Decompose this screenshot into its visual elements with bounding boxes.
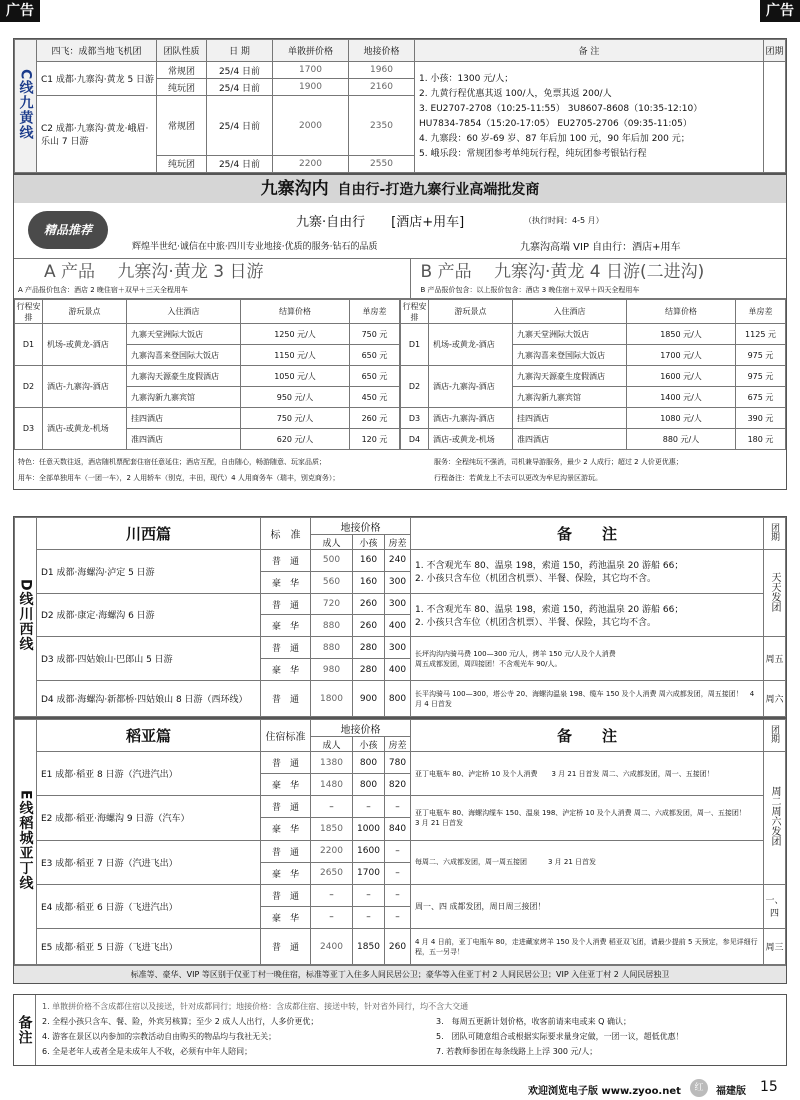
remark-line: 6. 全是老年人或者全是未成年人不收，必须有中年人陪同； (42, 1047, 253, 1056)
d-note: 2. 小孩只含车位（机团含机票）、半餐、保险，其它均不含。 (415, 574, 656, 585)
d-remark-head: 备 注 (411, 518, 764, 550)
e-route: E3 成都·稻亚 7 日游（汽进飞出） (37, 840, 261, 884)
d-level: 豪 华 (261, 571, 311, 593)
e-note: 每周二、六成都发团，周一周五接团 3 月 21 日首发 (411, 840, 764, 884)
e-adult: – (311, 796, 353, 818)
d-price-head: 地接价格 (311, 518, 411, 535)
c-price: 2200 (273, 155, 349, 172)
e-remark-head: 备 注 (411, 720, 764, 752)
c-notes (415, 62, 764, 173)
d-note: 1. 不含观光车 80、温泉 198，索道 150，药池温泉 20 游船 66； (415, 604, 684, 615)
jzg-feat1r: 服务：全程纯玩不强消，司机兼导游服务，最少 2 人成行；超过 2 人价更优惠； (434, 458, 683, 466)
section-d-side-label: D线川西线 (17, 579, 34, 652)
e-adult: 1480 (311, 774, 353, 796)
e-std: 住宿标准 (261, 720, 311, 752)
section-e-side-label: E线稻城亚丁线 (17, 790, 34, 891)
d-adult: 720 (311, 593, 353, 615)
d-room: 800 (385, 681, 411, 717)
e-level: 豪 华 (261, 774, 311, 796)
footer-welcome: 欢迎浏览电子版 www.zyoo.net (528, 1086, 681, 1097)
a-spot: 酒店-九寨沟-酒店 (43, 366, 127, 408)
remark-line: 1. 单散拼价格不含成都住宿以及接送，针对成都同行；地接价格：含成都住宿、接送中转，针对省外同行，均不含大交通 (42, 1002, 469, 1011)
b-diff: 975 元 (736, 345, 786, 366)
section-d (13, 516, 787, 718)
e-level: 豪 华 (261, 862, 311, 884)
jzg-title-text: 九寨·自由行 (296, 215, 366, 230)
a-price: 950 元/人 (241, 387, 350, 408)
e-room: – (385, 862, 411, 884)
c-date: 25/4 日前 (207, 96, 273, 156)
e-adult: – (311, 906, 353, 928)
b-hotel: 九寨沟新九寨宾馆 (513, 387, 627, 408)
a-price: 1250 元/人 (241, 324, 350, 345)
d-level: 普 通 (261, 593, 311, 615)
e-child: 1700 (353, 862, 385, 884)
e-child: – (353, 884, 385, 906)
remark-line: 3. 每周五更新计划价格，收客前请来电或来 Q 确认； (436, 1017, 632, 1026)
b-spot: 机场-或黄龙-酒店 (429, 324, 513, 366)
c-note: 4. 九寨段：60 岁-69 岁、87 年后加 100 元，90 年后加 200 元； (419, 134, 690, 144)
d-note: 1. 不含观光车 80、温泉 198，索道 150，药池温泉 20 游船 66； (415, 561, 684, 572)
c-local: 2350 (349, 96, 415, 156)
a-hotel: 九寨沟喜来登国际大饭店 (127, 345, 241, 366)
e-level: 豪 华 (261, 906, 311, 928)
b-price: 880 元/人 (627, 429, 736, 450)
b-day: D2 (401, 366, 429, 408)
a-hotel: 九寨天堂洲际大饭店 (127, 324, 241, 345)
e-period-1: 周二周六发团 (769, 786, 780, 847)
a-col: 行程安排 (16, 301, 41, 322)
e-period-3: 周三 (764, 929, 786, 965)
e-level: 普 通 (261, 840, 311, 862)
b-col: 入住酒店 (513, 300, 627, 324)
d-child-head: 小孩 (353, 535, 385, 550)
c-note: HU7834-7854（15:20-17:05） EU2705-2706（09:35-11:05） (419, 119, 692, 129)
e-note: 4 月 4 日前，亚丁电瓶车 80，走进藏家烤羊 150 及个人消费 稻亚双飞团，请最少提前 5 天预定，参见详细行程，五一另寻！ (411, 929, 764, 965)
e-route: E5 成都·稻亚 5 日游（飞进飞出） (37, 929, 261, 965)
a-col: 单房差 (350, 300, 400, 324)
d-period-3: 周六 (764, 681, 786, 717)
remark-line: 5. 团队可随意组合或根据实际要求量身定做，一团一议，超低优惠！ (436, 1032, 684, 1041)
e-room: – (385, 840, 411, 862)
jzg-banner-sub: 自由行-打造九寨行业高端批发商 (337, 182, 540, 198)
e-child: 800 (353, 752, 385, 774)
d-child: 280 (353, 659, 385, 681)
d-route: D1 成都·海螺沟·泸定 5 日游 (37, 550, 261, 594)
e-period-1-cell (764, 752, 786, 885)
d-room: 400 (385, 659, 411, 681)
c-date: 25/4 日前 (207, 62, 273, 79)
e-room-head: 房差 (385, 737, 411, 752)
e-level: 普 通 (261, 752, 311, 774)
e-adult: 2650 (311, 862, 353, 884)
b-hotel: 九寨天堂洲际大饭店 (513, 324, 627, 345)
e-room: 260 (385, 929, 411, 965)
d-adult-head: 成人 (311, 535, 353, 550)
d-period-head-cell (764, 518, 786, 550)
a-hotel: 九寨沟天源豪生度假酒店 (127, 366, 241, 387)
c-type: 常规团 (157, 96, 207, 156)
d-route: D2 成都·康定·海螺沟 6 日游 (37, 593, 261, 637)
e-adult: 1850 (311, 818, 353, 840)
b-price: 1400 元/人 (627, 387, 736, 408)
e-child: – (353, 906, 385, 928)
e-note: 亚丁电瓶车 80、泸定桥 10 及个人消费 3 月 21 日首发 周二、六成都发团，周一、五接团！ (411, 752, 764, 796)
c-type: 常规团 (157, 62, 207, 79)
a-price: 1050 元/人 (241, 366, 350, 387)
jzg-features (14, 454, 786, 486)
b-spot: 酒店-或黄龙-机场 (429, 429, 513, 450)
b-diff: 1125 元 (736, 324, 786, 345)
b-diff: 675 元 (736, 387, 786, 408)
c-route-1: C1 成都·九寨沟·黄龙 5 日游 (37, 62, 157, 96)
a-day: D2 (15, 366, 43, 408)
c-local: 2550 (349, 155, 415, 172)
jzg-feat1: 特色：任意天数往返，酒店随机票配套住宿任意延住；酒店互配，自由随心，畅游随意、玩家品质； (18, 458, 326, 466)
d-note: 长坪沟沟内骑马费 100—300 元/人，烤羊 150 元/人及个人消费 (415, 649, 616, 658)
c-price: 2000 (273, 96, 349, 156)
d-note: 2. 小孩只含车位（机团含机票）、半餐、保险，其它均不含。 (415, 617, 656, 628)
a-diff: 750 元 (350, 324, 400, 345)
e-side-cell (15, 720, 37, 965)
ad-label-left: 广告 (0, 0, 40, 22)
a-hotel: 九寨沟新九寨宾馆 (127, 387, 241, 408)
e-route: E2 成都·稻亚·海螺沟 9 日游（汽车） (37, 796, 261, 840)
c-note: 5. 峨乐段：常规团参考单纯玩行程，纯玩团参考银钻行程 (419, 149, 647, 159)
a-col: 入住酒店 (127, 300, 241, 324)
d-room: 300 (385, 593, 411, 615)
d-child: 900 (353, 681, 385, 717)
e-route: E4 成都·稻亚 6 日游（飞进汽出） (37, 884, 261, 928)
e-route: E1 成都·稻亚 8 日游（汽进汽出） (37, 752, 261, 796)
jzg-a-table (14, 299, 400, 450)
e-room: – (385, 906, 411, 928)
c-h-local: 地接价格 (349, 40, 415, 62)
d-note-2 (411, 593, 764, 637)
c-h-date: 日 期 (207, 40, 273, 62)
d-note: 长平沟骑马 100—300，塔公寺 20、海螺沟温泉 198、缆车 150 及个人消费 周六成都发团，周五接团！ 4 月 4 日首发 (411, 681, 764, 717)
d-adult: 880 (311, 637, 353, 659)
d-note-1 (411, 550, 764, 594)
a-diff: 260 元 (350, 408, 400, 429)
a-day: D1 (15, 324, 43, 366)
e-level: 普 通 (261, 929, 311, 965)
b-hotel: 准四酒店 (513, 429, 627, 450)
jzg-a-head (14, 259, 411, 298)
c-type: 纯玩团 (157, 79, 207, 96)
b-price: 1080 元/人 (627, 408, 736, 429)
e-adult-head: 成人 (311, 737, 353, 752)
d-title: 川西篇 (37, 518, 261, 550)
footer-logo-icon: 红 (690, 1079, 708, 1097)
b-price: 1850 元/人 (627, 324, 736, 345)
jzg-a-title: A 产品 九寨沟·黄龙 3 日游 (44, 262, 264, 282)
d-child: 260 (353, 615, 385, 637)
d-room-head: 房差 (385, 535, 411, 550)
d-room: 240 (385, 550, 411, 572)
d-child: 160 (353, 571, 385, 593)
remarks-side-label: 备注 (16, 1015, 33, 1045)
d-level: 豪 华 (261, 615, 311, 637)
c-h-period: 团期 (764, 40, 786, 62)
b-col: 行程安排 (402, 301, 427, 322)
b-day: D4 (401, 429, 429, 450)
remark-line: 4. 游客在景区以内参加的宗教活动自由购买的物品均与我社无关； (42, 1032, 277, 1041)
jzg-title-tag: [酒店+用车] (391, 215, 465, 230)
jzg-products (14, 259, 786, 299)
page-number: 15 (760, 1079, 778, 1095)
b-col: 单房差 (736, 300, 786, 324)
a-price: 1150 元/人 (241, 345, 350, 366)
jzg-intro (14, 203, 786, 259)
e-room: – (385, 796, 411, 818)
c-h-route: 四飞：成都当地飞机团 (37, 40, 157, 62)
c-date: 25/4 日前 (207, 155, 273, 172)
e-room: 840 (385, 818, 411, 840)
section-jzg (13, 174, 787, 490)
b-day: D3 (401, 408, 429, 429)
section-c-side-label: C线九黄线 (17, 68, 34, 141)
jzg-banner-main: 九寨沟内 (260, 179, 329, 199)
e-level: 普 通 (261, 796, 311, 818)
remark-line: 7. 若教师参团在每条线路上上浮 300 元/人； (436, 1047, 598, 1056)
e-child: – (353, 796, 385, 818)
d-level: 普 通 (261, 681, 311, 717)
b-day: D1 (401, 324, 429, 366)
d-adult: 560 (311, 571, 353, 593)
c-route-2: C2 成都·九寨沟·黄龙·峨眉·乐山 7 日游 (37, 96, 157, 173)
c-period (764, 62, 786, 173)
d-route: D4 成都·海螺沟·新都桥·四姑娘山 8 日游（西环线） (37, 681, 261, 717)
e-period-2: 一、四 (764, 884, 786, 928)
e-period-head: 团期 (769, 725, 779, 743)
jzg-exec: （执行时间：4-5 月） (524, 216, 604, 225)
d-period-1: 天天发团 (769, 571, 780, 612)
jzg-slogan: 辉煌半世纪·诚信在中旅·四川专业地接·优质的服务·钻石的品质 (132, 242, 378, 252)
b-col: 游玩景点 (429, 300, 513, 324)
b-price: 1700 元/人 (627, 345, 736, 366)
e-child-head: 小孩 (353, 737, 385, 752)
jzg-b-head (411, 259, 787, 298)
a-diff: 450 元 (350, 387, 400, 408)
e-child: 1600 (353, 840, 385, 862)
e-child: 800 (353, 774, 385, 796)
d-level: 普 通 (261, 550, 311, 572)
d-std: 标 准 (261, 518, 311, 550)
e-adult: – (311, 884, 353, 906)
jzg-logo: 精品推荐 (28, 211, 108, 249)
b-diff: 390 元 (736, 408, 786, 429)
jzg-tables (14, 299, 786, 450)
d-level: 豪 华 (261, 659, 311, 681)
c-type: 纯玩团 (157, 155, 207, 172)
e-adult: 2200 (311, 840, 353, 862)
e-adult: 2400 (311, 929, 353, 965)
jzg-title (296, 211, 464, 230)
c-date: 25/4 日前 (207, 79, 273, 96)
d-note-3 (411, 637, 764, 681)
e-level: 豪 华 (261, 818, 311, 840)
b-hotel: 九寨沟天源豪生度假酒店 (513, 366, 627, 387)
remarks-side-cell (14, 995, 36, 1065)
a-diff: 120 元 (350, 429, 400, 450)
e-footer: 标准等、豪华、VIP 等区别于仅亚丁村一晚住宿，标准等亚丁入住多人间民居公卫；豪华等入住亚丁村 2 人间民居公卫；VIP 入住亚丁村 2 人间民居独卫 (14, 965, 786, 983)
a-diff: 650 元 (350, 366, 400, 387)
c-h-type: 团队性质 (157, 40, 207, 62)
jzg-vip: 九寨沟高端 VIP 自由行：酒店+用车 (520, 242, 681, 253)
c-price: 1700 (273, 62, 349, 79)
section-c (13, 38, 787, 174)
b-diff: 180 元 (736, 429, 786, 450)
jzg-feat2: 用车：全部单独用车（一团一车），2 人用轿车（别克，丰田，现代）4 人用商务车（瑞丰，别克商务）； (18, 474, 340, 482)
d-route: D3 成都·四姑娘山·巴郎山 5 日游 (37, 637, 261, 681)
remark-line: 2. 全程小孩只含车、餐、险，外宾另核算；至少 2 成人人出行，人多价更优； (42, 1017, 319, 1026)
b-col: 结算价格 (627, 300, 736, 324)
a-spot: 酒店-或黄龙-机场 (43, 408, 127, 450)
c-note: 1. 小孩：1300 元/人； (419, 74, 514, 84)
jzg-b-inc: B 产品报价包含：以上报价包含：酒店 3 晚住宿＋双早＋四天全程用车 (420, 286, 640, 294)
c-local: 2160 (349, 79, 415, 96)
b-spot: 酒店-九寨沟-酒店 (429, 408, 513, 429)
e-room: 820 (385, 774, 411, 796)
remarks-body (36, 995, 786, 1065)
d-adult: 500 (311, 550, 353, 572)
jzg-banner (14, 175, 786, 203)
d-adult: 980 (311, 659, 353, 681)
d-adult: 880 (311, 615, 353, 637)
remarks (13, 994, 787, 1066)
e-note: 亚丁电瓶车 80、海螺沟缆车 150、温泉 198、泸定桥 10 及个人消费 周二、六成都发团，周一、五接团！ 3 月 21 日首发 (411, 796, 764, 840)
e-adult: 1380 (311, 752, 353, 774)
c-h-remark: 备 注 (415, 40, 764, 62)
e-child: 1850 (353, 929, 385, 965)
a-price: 750 元/人 (241, 408, 350, 429)
c-h-price: 单散拼价格 (273, 40, 349, 62)
d-room: 400 (385, 615, 411, 637)
c-note: 3. EU2707-2708（10:25-11:55） 3U8607-8608（10:35-12:10） (419, 104, 703, 114)
e-room: – (385, 884, 411, 906)
a-spot: 机场-或黄龙-酒店 (43, 324, 127, 366)
d-period-2: 周五 (764, 637, 786, 681)
a-day: D3 (15, 408, 43, 450)
jzg-b-title: B 产品 九寨沟·黄龙 4 日游(二进沟) (420, 262, 705, 282)
d-level: 普 通 (261, 637, 311, 659)
d-adult: 1800 (311, 681, 353, 717)
e-note: 周一、四 成都发团，周日周三接团！ (411, 884, 764, 928)
b-hotel: 挂四酒店 (513, 408, 627, 429)
a-diff: 650 元 (350, 345, 400, 366)
jzg-b-table (400, 299, 786, 450)
a-price: 620 元/人 (241, 429, 350, 450)
e-child: 1000 (353, 818, 385, 840)
ad-label-right: 广告 (760, 0, 800, 22)
d-child: 260 (353, 593, 385, 615)
d-room: 300 (385, 571, 411, 593)
a-col: 结算价格 (241, 300, 350, 324)
c-note: 2. 九黄行程优惠其返 100/人，免票其返 200/人 (419, 89, 612, 99)
section-e (13, 718, 787, 984)
e-period-head-cell (764, 720, 786, 752)
d-side-cell (15, 518, 37, 717)
b-hotel: 九寨沟喜来登国际大饭店 (513, 345, 627, 366)
jzg-a-inc: A 产品报价包含：酒店 2 晚住宿＋双早＋三天全程用车 (18, 286, 188, 294)
b-price: 1600 元/人 (627, 366, 736, 387)
c-price: 1900 (273, 79, 349, 96)
a-col: 游玩景点 (43, 300, 127, 324)
e-price-head: 地接价格 (311, 720, 411, 737)
e-level: 普 通 (261, 884, 311, 906)
b-diff: 975 元 (736, 366, 786, 387)
d-note: 周五成都发团，周四接团！不含观光车 90/人。 (415, 659, 562, 668)
d-period-head: 团期 (769, 523, 779, 541)
footer-edition: 福建版 (716, 1086, 746, 1097)
d-period-1-cell (764, 550, 786, 637)
e-title: 稻亚篇 (37, 720, 261, 752)
jzg-feat2r: 行程备注：若黄龙上不去可以更改为牟尼沟景区游玩。 (434, 474, 602, 482)
b-spot: 酒店-九寨沟-酒店 (429, 366, 513, 408)
d-child: 160 (353, 550, 385, 572)
d-room: 300 (385, 637, 411, 659)
page-footer (0, 1078, 800, 1100)
c-local: 1960 (349, 62, 415, 79)
e-room: 780 (385, 752, 411, 774)
a-hotel: 准四酒店 (127, 429, 241, 450)
d-child: 280 (353, 637, 385, 659)
a-hotel: 挂四酒店 (127, 408, 241, 429)
